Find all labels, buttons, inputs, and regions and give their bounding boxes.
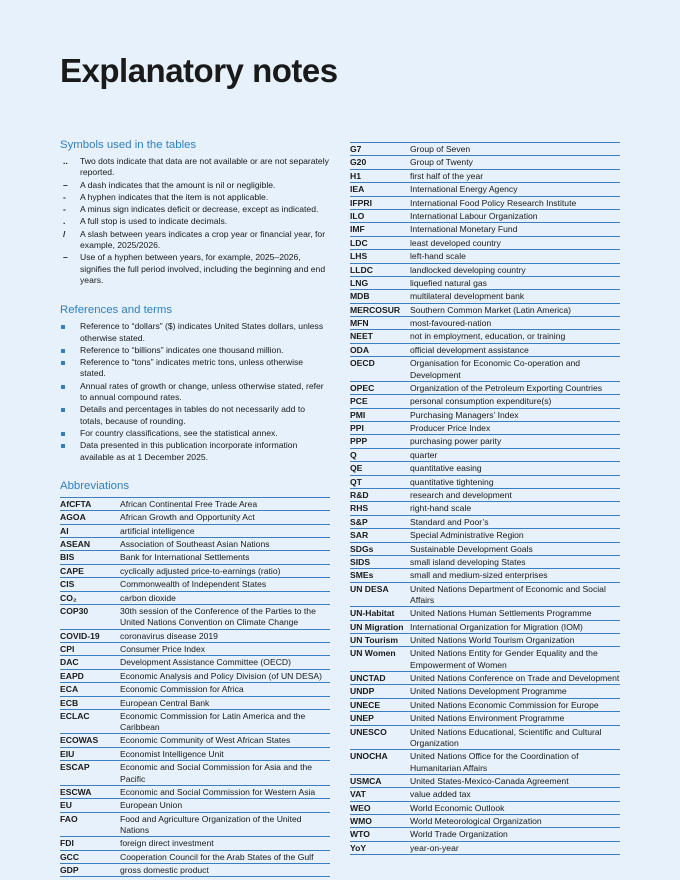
table-row: [350, 726, 620, 751]
abbreviation-code: MDB: [350, 291, 370, 302]
symbol-text: A full stop is used to indicate decimals.: [80, 216, 228, 227]
bullet-icon: [60, 345, 80, 356]
abbreviation-definition: Bank for International Settlements: [120, 552, 250, 563]
abbreviation-code: PCE: [350, 396, 368, 407]
abbreviation-code: UN Women: [350, 648, 396, 659]
abbreviation-definition: carbon dioxide: [120, 592, 176, 603]
symbol-text: Use of a hyphen between years, for example, 2025–2026, signifies the full period involved, including the beginning and end years.: [80, 252, 326, 285]
symbol-text: A hyphen indicates that the item is not applicable.: [80, 191, 269, 202]
abbreviation-code: GDP: [60, 865, 79, 876]
abbreviation-code: CO₂: [60, 592, 77, 603]
bullet-icon: [60, 321, 80, 344]
abbreviation-code: QE: [350, 463, 363, 474]
symbol-text: A dash indicates that the amount is nil or negligible.: [80, 179, 276, 190]
table-row: [350, 828, 620, 841]
symbol-item: [60, 156, 330, 179]
table-row: [350, 449, 620, 462]
abbreviation-code: COP30: [60, 605, 89, 616]
abbreviation-code: SAR: [350, 530, 369, 541]
reference-text: Annual rates of growth or change, unless otherwise stated, refer to annual compound rates.: [80, 380, 324, 403]
abbreviation-definition: International Monetary Fund: [410, 224, 518, 235]
reference-text: Reference to “tons” indicates metric tons, unless otherwise stated.: [80, 357, 304, 379]
abbreviation-definition: Development Assistance Committee (OECD): [120, 657, 291, 668]
table-row: [350, 317, 620, 330]
abbreviation-code: UN-Habitat: [350, 608, 395, 619]
abbreviation-definition: International Food Policy Research Institute: [410, 197, 577, 208]
table-row: [350, 489, 620, 502]
table-row: [60, 511, 330, 524]
symbols-list: [60, 156, 330, 286]
page-title: Explanatory notes: [60, 52, 338, 89]
bullet-icon: [60, 357, 80, 380]
symbol-item: [60, 252, 330, 286]
references-heading: References and terms: [60, 304, 173, 317]
table-row: [350, 569, 620, 582]
abbreviation-code: BIS: [60, 552, 75, 563]
abbreviation-code: ESCAP: [60, 762, 90, 773]
abbreviation-code: IEA: [350, 184, 365, 195]
symbol-item: [60, 180, 330, 191]
abbreviation-code: LHS: [350, 251, 368, 262]
abbreviation-code: UNCTAD: [350, 673, 386, 684]
abbreviation-definition: year-on-year: [410, 842, 459, 853]
abbreviation-code: UNESCO: [350, 726, 387, 737]
table-row: [350, 290, 620, 303]
table-row: [60, 851, 330, 864]
table-row: [350, 476, 620, 489]
table-row: [350, 502, 620, 515]
table-row: [350, 237, 620, 250]
abbreviation-definition: United Nations Economic Commission for Europe: [410, 699, 599, 710]
table-row: [350, 802, 620, 815]
table-row: [60, 498, 330, 511]
table-row: [60, 565, 330, 578]
abbreviation-code: PPP: [350, 436, 368, 447]
abbreviation-code: UN DESA: [350, 583, 389, 594]
abbreviation-definition: right-hand scale: [410, 503, 472, 514]
abbreviation-definition: United Nations Human Settlements Programme: [410, 608, 592, 619]
abbreviations-heading: Abbreviations: [60, 479, 130, 492]
abbreviation-code: UNDP: [350, 686, 375, 697]
table-row: [350, 607, 620, 620]
table-row: [60, 683, 330, 696]
reference-item: [60, 404, 330, 427]
abbreviation-code: RHS: [350, 503, 369, 514]
abbreviation-definition: multilateral development bank: [410, 291, 525, 302]
table-row: [350, 621, 620, 634]
table-row: [60, 748, 330, 761]
reference-item: [60, 321, 330, 344]
abbreviation-code: AGOA: [60, 512, 86, 523]
table-row: [60, 551, 330, 564]
abbreviation-definition: left-hand scale: [410, 251, 466, 262]
abbreviation-code: VAT: [350, 789, 366, 800]
table-row: [60, 697, 330, 710]
table-row: [350, 264, 620, 277]
bullet-icon: [60, 428, 80, 439]
abbreviation-code: MERCOSUR: [350, 304, 401, 315]
abbreviation-code: AI: [60, 525, 69, 536]
abbreviation-code: OECD: [350, 358, 375, 369]
table-row: [350, 197, 620, 210]
abbreviation-definition: not in employment, education, or training: [410, 331, 566, 342]
abbreviation-definition: European Central Bank: [120, 697, 210, 708]
abbreviation-definition: Economic and Social Commission for Asia and the Pacific: [120, 762, 313, 784]
table-row: [60, 786, 330, 799]
abbreviation-definition: International Organization for Migration (IOM): [410, 621, 583, 632]
reference-item: [60, 381, 330, 404]
abbreviation-definition: United States-Mexico-Canada Agreement: [410, 775, 569, 786]
abbreviation-definition: gross domestic product: [120, 865, 209, 876]
abbreviation-definition: International Labour Organization: [410, 210, 538, 221]
table-row: [350, 556, 620, 569]
abbreviation-definition: cyclically adjusted price-to-earnings (ratio): [120, 565, 281, 576]
abbreviation-code: WTO: [350, 829, 370, 840]
abbreviation-definition: coronavirus disease 2019: [120, 630, 218, 641]
abbreviation-definition: Economic Commission for Africa: [120, 684, 244, 695]
symbol-text: A minus sign indicates deficit or decrease, except as indicated.: [80, 204, 319, 215]
abbreviation-definition: Purchasing Managers’ Index: [410, 409, 519, 420]
table-row: [350, 183, 620, 196]
table-row: [350, 699, 620, 712]
table-row: [350, 344, 620, 357]
abbreviation-code: ODA: [350, 344, 370, 355]
symbol-mark: .: [63, 216, 66, 227]
abbreviation-code: PMI: [350, 409, 366, 420]
table-row: [60, 592, 330, 605]
abbreviation-code: Q: [350, 449, 357, 460]
table-row: [350, 634, 620, 647]
symbol-mark: /: [63, 228, 66, 239]
abbreviation-definition: Economic Analysis and Policy Division (of UN DESA): [120, 670, 323, 681]
reference-text: Reference to “billions” indicates one thousand million.: [80, 344, 284, 355]
abbreviation-code: ECB: [60, 697, 79, 708]
table-row: [350, 647, 620, 672]
abbreviation-definition: Economic Community of West African States: [120, 735, 291, 746]
abbreviation-definition: African Continental Free Trade Area: [120, 498, 258, 509]
table-row: [350, 277, 620, 290]
bullet-icon: [60, 381, 80, 404]
abbreviation-code: CIS: [60, 579, 75, 590]
abbreviation-definition: Group of Twenty: [410, 157, 473, 168]
table-row: [60, 525, 330, 538]
abbreviation-code: IMF: [350, 224, 365, 235]
abbreviation-code: GCC: [60, 851, 80, 862]
table-row: [350, 304, 620, 317]
abbreviation-definition: United Nations Environment Programme: [410, 713, 565, 724]
abbreviation-definition: quantitative easing: [410, 463, 482, 474]
abbreviation-definition: World Economic Outlook: [410, 802, 505, 813]
abbreviation-definition: Special Administrative Region: [410, 530, 524, 541]
table-row: [60, 605, 330, 630]
table-row: [350, 516, 620, 529]
table-row: [350, 382, 620, 395]
table-row: [60, 734, 330, 747]
references-section: [60, 304, 330, 463]
abbreviation-definition: first half of the year: [410, 170, 484, 181]
table-row: [350, 815, 620, 828]
abbreviation-code: FDI: [60, 838, 74, 849]
left-column: [60, 139, 330, 877]
table-row: [60, 813, 330, 838]
abbreviation-definition: quantitative tightening: [410, 476, 494, 487]
abbreviation-code: DAC: [60, 657, 79, 668]
abbreviation-definition: European Union: [120, 800, 183, 811]
abbreviation-definition: purchasing power parity: [410, 436, 502, 447]
abbreviation-code: OPEC: [350, 382, 375, 393]
table-row: [60, 837, 330, 850]
abbreviation-definition: Producer Price Index: [410, 423, 491, 434]
abbreviation-definition: research and development: [410, 489, 512, 500]
abbreviation-code: UNOCHA: [350, 751, 388, 762]
abbreviation-code: LNG: [350, 277, 369, 288]
reference-item: [60, 345, 330, 356]
table-row: [60, 761, 330, 786]
symbol-item: [60, 229, 330, 252]
table-row: [350, 672, 620, 685]
abbreviation-code: G20: [350, 157, 367, 168]
symbols-heading: Symbols used in the tables: [60, 139, 197, 151]
reference-item: [60, 357, 330, 380]
abbreviation-definition: most-favoured-nation: [410, 318, 492, 329]
abbreviation-code: ECA: [60, 684, 79, 695]
abbreviation-definition: personal consumption expenditure(s): [410, 396, 552, 407]
abbreviation-code: UNECE: [350, 699, 381, 710]
table-row: [350, 170, 620, 183]
abbreviation-code: R&D: [350, 489, 369, 500]
table-row: [350, 357, 620, 382]
abbreviation-definition: United Nations Office for the Coordination of Humanitarian Affairs: [410, 751, 579, 773]
abbreviation-code: ASEAN: [60, 539, 91, 549]
abbreviation-definition: United Nations Development Programme: [410, 686, 567, 697]
abbreviation-code: USMCA: [350, 775, 382, 786]
abbreviation-code: IFPRI: [350, 197, 372, 208]
abbreviation-code: SMEs: [350, 570, 374, 581]
table-row: [350, 788, 620, 801]
symbol-item: [60, 204, 330, 215]
abbreviation-code: WMO: [350, 815, 372, 826]
abbreviation-code: UN Migration: [350, 621, 404, 632]
table-row: [60, 799, 330, 812]
table-row: [350, 685, 620, 698]
symbol-item: [60, 192, 330, 203]
abbreviation-definition: foreign direct investment: [120, 838, 214, 849]
abbreviation-code: ILO: [350, 210, 365, 221]
reference-text: For country classifications, see the statistical annex.: [80, 427, 278, 438]
table-row: [60, 630, 330, 643]
table-row: [350, 435, 620, 448]
abbreviation-definition: official development assistance: [410, 344, 529, 355]
table-row: [350, 422, 620, 435]
abbreviation-definition: International Energy Agency: [410, 184, 518, 195]
abbreviation-code: G7: [350, 144, 362, 154]
abbreviation-code: MFN: [350, 318, 369, 329]
abbreviation-definition: Cooperation Council for the Arab States of the Gulf: [120, 851, 314, 862]
abbreviation-code: LDC: [350, 237, 368, 248]
abbreviation-definition: Organisation for Economic Co-operation and Development: [410, 358, 581, 380]
table-row: [350, 250, 620, 263]
abbreviation-code: FAO: [60, 813, 78, 824]
reference-item: [60, 428, 330, 439]
abbreviations-section: [60, 480, 330, 878]
abbreviation-code: LLDC: [350, 264, 373, 275]
abbreviation-definition: Sustainable Development Goals: [410, 543, 533, 554]
abbreviation-code: PPI: [350, 423, 364, 434]
table-row: [350, 775, 620, 788]
abbreviation-definition: small and medium-sized enterprises: [410, 570, 548, 581]
symbol-mark: -: [63, 191, 66, 202]
abbreviation-definition: United Nations Educational, Scientific and Cultural Organization: [410, 726, 602, 748]
table-row: [350, 210, 620, 223]
abbreviation-code: SIDS: [350, 556, 371, 567]
abbreviation-code: EAPD: [60, 670, 84, 681]
table-row: [60, 578, 330, 591]
abbreviation-definition: landlocked developing country: [410, 264, 526, 275]
table-row: [350, 583, 620, 608]
abbreviation-definition: United Nations Entity for Gender Equality and the Empowerment of Women: [410, 648, 598, 670]
table-row: [350, 750, 620, 775]
bullet-icon: [60, 404, 80, 427]
abbreviation-definition: Economist Intelligence Unit: [120, 748, 224, 759]
abbreviations-table-right: [350, 142, 620, 855]
abbreviation-code: UN Tourism: [350, 635, 399, 646]
abbreviation-definition: small island developing States: [410, 556, 526, 567]
abbreviation-code: CAPE: [60, 565, 84, 576]
table-row: [350, 462, 620, 475]
abbreviation-code: UNEP: [350, 713, 374, 724]
table-row: [350, 543, 620, 556]
abbreviation-definition: Economic and Social Commission for Western Asia: [120, 786, 316, 797]
abbreviation-definition: Food and Agriculture Organization of the United Nations: [120, 813, 302, 835]
symbol-item: [60, 216, 330, 227]
abbreviation-code: ESCWA: [60, 786, 92, 797]
abbreviation-definition: Group of Seven: [410, 144, 471, 154]
abbreviation-code: COVID-19: [60, 630, 100, 641]
reference-text: Details and percentages in tables do not necessarily add to totals, because of rounding.: [80, 404, 306, 426]
reference-item: [60, 440, 330, 463]
abbreviation-code: QT: [350, 476, 362, 487]
abbreviation-definition: Economic Commission for Latin America and the Caribbean: [120, 710, 306, 733]
right-column: [350, 142, 620, 855]
bullet-icon: [60, 440, 80, 463]
abbreviation-code: YoY: [350, 842, 367, 853]
abbreviation-definition: 30th session of the Conference of the Parties to the United Nations Convention on Climate Change: [120, 605, 316, 628]
table-row: [60, 538, 330, 551]
table-row: [350, 409, 620, 422]
abbreviation-definition: Consumer Price Index: [120, 643, 206, 654]
abbreviation-definition: least developed country: [410, 237, 501, 248]
abbreviation-code: WEO: [350, 802, 371, 813]
abbreviation-definition: quarter: [410, 449, 438, 460]
abbreviation-code: EU: [60, 800, 72, 811]
abbreviation-definition: United Nations Conference on Trade and Development: [410, 673, 620, 684]
reference-text: Reference to “dollars” ($) indicates United States dollars, unless otherwise stated.: [80, 321, 324, 343]
abbreviation-definition: Standard and Poor’s: [410, 516, 489, 527]
abbreviations-table-left: [60, 497, 330, 878]
table-row: [60, 670, 330, 683]
abbreviation-definition: Southern Common Market (Latin America): [410, 304, 571, 315]
table-row: [350, 712, 620, 725]
symbol-text: A slash between years indicates a crop year or financial year, for example, 2025/2026.: [80, 228, 326, 251]
abbreviation-definition: Association of Southeast Asian Nations: [120, 539, 270, 549]
abbreviation-code: H1: [350, 170, 361, 181]
table-row: [60, 643, 330, 656]
abbreviation-definition: World Meteorological Organization: [410, 815, 542, 826]
abbreviation-code: EIU: [60, 748, 75, 759]
abbreviation-definition: United Nations Department of Economic and Social Affairs: [410, 583, 606, 605]
symbol-text: Two dots indicate that data are not available or are not separately reported.: [80, 156, 329, 178]
reference-text: Data presented in this publication incorporate information available as at 1 December 2025.: [80, 440, 298, 462]
abbreviation-definition: Commonwealth of Independent States: [120, 579, 267, 590]
abbreviation-code: ECLAC: [60, 710, 90, 721]
symbol-mark: –: [63, 252, 68, 263]
abbreviation-code: ECOWAS: [60, 735, 99, 746]
symbol-mark: -: [63, 204, 66, 215]
abbreviation-definition: artificial intelligence: [120, 525, 195, 536]
abbreviation-definition: World Trade Organization: [410, 829, 508, 840]
table-row: [350, 529, 620, 542]
abbreviation-code: SDGs: [350, 543, 374, 554]
abbreviation-definition: United Nations World Tourism Organization: [410, 635, 575, 646]
table-row: [60, 710, 330, 735]
abbreviation-code: AfCFTA: [60, 498, 92, 509]
abbreviation-code: CPI: [60, 643, 75, 654]
table-row: [350, 395, 620, 408]
abbreviation-code: S&P: [350, 516, 368, 527]
abbreviation-definition: Organization of the Petroleum Exporting Countries: [410, 382, 603, 393]
symbol-mark: ..: [63, 156, 68, 166]
abbreviation-code: NEET: [350, 331, 373, 342]
table-row: [350, 842, 620, 855]
table-row: [60, 864, 330, 877]
table-row: [350, 223, 620, 236]
abbreviation-definition: value added tax: [410, 789, 471, 800]
abbreviation-definition: African Growth and Opportunity Act: [120, 512, 255, 523]
symbol-mark: –: [63, 179, 68, 190]
table-row: [350, 156, 620, 169]
abbreviation-definition: liquefied natural gas: [410, 277, 487, 288]
table-row: [350, 143, 620, 156]
table-row: [350, 330, 620, 343]
table-row: [60, 656, 330, 669]
